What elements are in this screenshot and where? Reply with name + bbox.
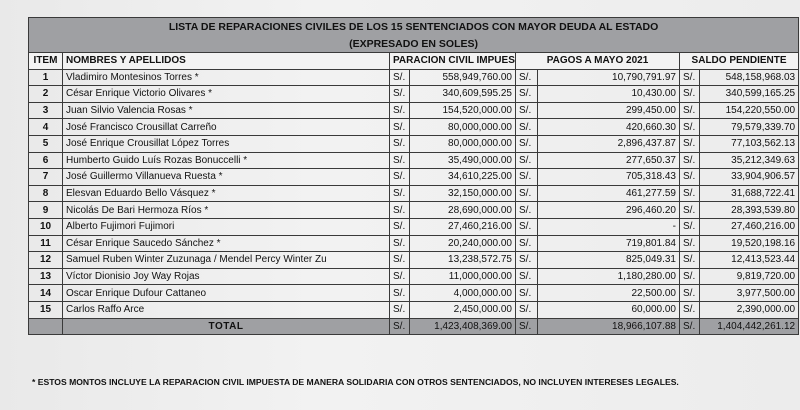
currency-symbol: S/.: [516, 301, 538, 318]
currency-symbol: S/.: [516, 152, 538, 169]
row-civil-reparation: 558,949,760.00: [410, 69, 516, 86]
row-payments: 277,650.37: [538, 152, 680, 169]
row-balance: 340,599,165.25: [700, 86, 799, 103]
row-payments: 461,277.59: [538, 185, 680, 202]
row-balance: 19,520,198.16: [700, 235, 799, 252]
currency-symbol: S/.: [516, 268, 538, 285]
table-row: [29, 86, 799, 103]
row-balance: 548,158,968.03: [700, 69, 799, 86]
row-civil-reparation: 11,000,000.00: [410, 268, 516, 285]
row-name: Víctor Dionisio Joy Way Rojas: [63, 268, 390, 285]
row-payments: 1,180,280.00: [538, 268, 680, 285]
row-payments: 825,049.31: [538, 252, 680, 269]
row-item-number: 8: [29, 185, 63, 202]
row-civil-reparation: 27,460,216.00: [410, 218, 516, 235]
currency-symbol: S/.: [390, 135, 410, 152]
currency-symbol: S/.: [680, 252, 700, 269]
total-row: [29, 318, 799, 335]
currency-symbol: S/.: [390, 169, 410, 186]
row-payments: 60,000.00: [538, 301, 680, 318]
currency-symbol: S/.: [516, 235, 538, 252]
row-balance: 35,212,349.63: [700, 152, 799, 169]
row-balance: 2,390,000.00: [700, 301, 799, 318]
row-name: Oscar Enrique Dufour Cattaneo: [63, 285, 390, 302]
currency-symbol: S/.: [680, 69, 700, 86]
currency-symbol: S/.: [680, 169, 700, 186]
row-balance: 77,103,562.13: [700, 135, 799, 152]
currency-symbol: S/.: [680, 268, 700, 285]
table-subtitle: (EXPRESADO EN SOLES): [29, 35, 799, 53]
row-payments: 296,460.20: [538, 202, 680, 219]
currency-symbol: S/.: [680, 102, 700, 119]
total-civil: 1,423,408,369.00: [410, 318, 516, 335]
currency-symbol: S/.: [390, 102, 410, 119]
row-item-number: 15: [29, 301, 63, 318]
row-balance: 28,393,539.80: [700, 202, 799, 219]
row-balance: 9,819,720.00: [700, 268, 799, 285]
row-civil-reparation: 28,690,000.00: [410, 202, 516, 219]
table-row: [29, 169, 799, 186]
row-item-number: 2: [29, 86, 63, 103]
row-name: Carlos Raffo Arce: [63, 301, 390, 318]
currency-symbol: S/.: [516, 285, 538, 302]
row-balance: 79,579,339.70: [700, 119, 799, 136]
row-name: Samuel Ruben Winter Zuzunaga / Mendel Percy Winter Zu: [63, 252, 390, 269]
row-payments: 719,801.84: [538, 235, 680, 252]
currency-symbol: S/.: [390, 152, 410, 169]
currency-symbol: S/.: [390, 119, 410, 136]
currency-symbol: S/.: [516, 318, 538, 335]
currency-symbol: S/.: [390, 185, 410, 202]
table-row: [29, 185, 799, 202]
table-row: [29, 218, 799, 235]
row-payments: 705,318.43: [538, 169, 680, 186]
row-name: José Francisco Crousillat Carreño: [63, 119, 390, 136]
currency-symbol: S/.: [680, 202, 700, 219]
table-title: LISTA DE REPARACIONES CIVILES DE LOS 15 SENTENCIADOS CON MAYOR DEUDA AL ESTADO: [29, 18, 799, 36]
total-spacer: [29, 318, 63, 335]
row-name: Alberto Fujimori Fujimori: [63, 218, 390, 235]
row-civil-reparation: 154,520,000.00: [410, 102, 516, 119]
currency-symbol: S/.: [516, 69, 538, 86]
header-balance: SALDO PENDIENTE: [680, 53, 799, 70]
row-civil-reparation: 80,000,000.00: [410, 135, 516, 152]
currency-symbol: S/.: [680, 301, 700, 318]
row-balance: 33,904,906.57: [700, 169, 799, 186]
table-row: [29, 252, 799, 269]
row-name: César Enrique Saucedo Sánchez *: [63, 235, 390, 252]
header-payments: PAGOS A MAYO 2021: [516, 53, 680, 70]
debt-table: [28, 17, 799, 335]
currency-symbol: S/.: [390, 318, 410, 335]
currency-symbol: S/.: [390, 218, 410, 235]
currency-symbol: S/.: [680, 285, 700, 302]
row-civil-reparation: 34,610,225.00: [410, 169, 516, 186]
currency-symbol: S/.: [516, 218, 538, 235]
row-civil-reparation: 340,609,595.25: [410, 86, 516, 103]
row-item-number: 4: [29, 119, 63, 136]
currency-symbol: S/.: [680, 218, 700, 235]
row-civil-reparation: 20,240,000.00: [410, 235, 516, 252]
table-row: [29, 102, 799, 119]
table-body: [29, 69, 799, 318]
currency-symbol: S/.: [390, 69, 410, 86]
row-item-number: 10: [29, 218, 63, 235]
row-payments: 10,430.00: [538, 86, 680, 103]
row-item-number: 5: [29, 135, 63, 152]
table-row: [29, 152, 799, 169]
row-name: José Guillermo Villanueva Ruesta *: [63, 169, 390, 186]
row-civil-reparation: 2,450,000.00: [410, 301, 516, 318]
row-balance: 12,413,523.44: [700, 252, 799, 269]
table-row: [29, 119, 799, 136]
currency-symbol: S/.: [516, 185, 538, 202]
currency-symbol: S/.: [680, 86, 700, 103]
row-name: José Enrique Crousillat López Torres: [63, 135, 390, 152]
currency-symbol: S/.: [516, 169, 538, 186]
row-civil-reparation: 80,000,000.00: [410, 119, 516, 136]
row-item-number: 12: [29, 252, 63, 269]
row-item-number: 14: [29, 285, 63, 302]
row-payments: 420,660.30: [538, 119, 680, 136]
row-balance: 27,460,216.00: [700, 218, 799, 235]
row-civil-reparation: 35,490,000.00: [410, 152, 516, 169]
row-name: Nicolás De Bari Hermoza Ríos *: [63, 202, 390, 219]
currency-symbol: S/.: [680, 119, 700, 136]
row-payments: 10,790,791.97: [538, 69, 680, 86]
currency-symbol: S/.: [680, 135, 700, 152]
header-item: ITEM: [29, 53, 63, 70]
row-balance: 31,688,722.41: [700, 185, 799, 202]
table-row: [29, 235, 799, 252]
currency-symbol: S/.: [680, 235, 700, 252]
header-row: [29, 53, 799, 70]
currency-symbol: S/.: [516, 86, 538, 103]
currency-symbol: S/.: [516, 119, 538, 136]
row-payments: 299,450.00: [538, 102, 680, 119]
table-row: [29, 268, 799, 285]
header-name: NOMBRES Y APELLIDOS: [63, 53, 390, 70]
row-payments: -: [538, 218, 680, 235]
row-item-number: 11: [29, 235, 63, 252]
row-item-number: 1: [29, 69, 63, 86]
currency-symbol: S/.: [390, 235, 410, 252]
currency-symbol: S/.: [390, 301, 410, 318]
row-item-number: 7: [29, 169, 63, 186]
currency-symbol: S/.: [516, 102, 538, 119]
row-name: Elesvan Eduardo Bello Vásquez *: [63, 185, 390, 202]
row-payments: 22,500.00: [538, 285, 680, 302]
row-balance: 3,977,500.00: [700, 285, 799, 302]
table-row: [29, 301, 799, 318]
header-civil-reparation: PARACION CIVIL IMPUES: [390, 53, 516, 70]
currency-symbol: S/.: [390, 268, 410, 285]
currency-symbol: S/.: [680, 152, 700, 169]
row-item-number: 9: [29, 202, 63, 219]
row-civil-reparation: 32,150,000.00: [410, 185, 516, 202]
row-civil-reparation: 4,000,000.00: [410, 285, 516, 302]
row-name: Humberto Guido Luís Rozas Bonuccelli *: [63, 152, 390, 169]
row-civil-reparation: 13,238,572.75: [410, 252, 516, 269]
row-name: Vladimiro Montesinos Torres *: [63, 69, 390, 86]
table-row: [29, 135, 799, 152]
currency-symbol: S/.: [390, 252, 410, 269]
table-row: [29, 285, 799, 302]
row-balance: 154,220,550.00: [700, 102, 799, 119]
currency-symbol: S/.: [390, 86, 410, 103]
table-row: [29, 69, 799, 86]
row-name: Juan Silvio Valencia Rosas *: [63, 102, 390, 119]
row-payments: 2,896,437.87: [538, 135, 680, 152]
total-payments: 18,966,107.88: [538, 318, 680, 335]
total-label: TOTAL: [63, 318, 390, 335]
currency-symbol: S/.: [390, 202, 410, 219]
currency-symbol: S/.: [680, 318, 700, 335]
currency-symbol: S/.: [516, 135, 538, 152]
row-name: César Enrique Victorio Olivares *: [63, 86, 390, 103]
row-item-number: 6: [29, 152, 63, 169]
currency-symbol: S/.: [390, 285, 410, 302]
currency-symbol: S/.: [516, 252, 538, 269]
currency-symbol: S/.: [516, 202, 538, 219]
row-item-number: 3: [29, 102, 63, 119]
row-item-number: 13: [29, 268, 63, 285]
total-balance: 1,404,442,261.12: [700, 318, 799, 335]
footnote: * ESTOS MONTOS INCLUYE LA REPARACION CIVIL IMPUESTA DE MANERA SOLIDARIA CON OTROS SENTENCIADOS, NO INCLUYEN INTERESES LEGALES.: [32, 377, 679, 387]
table-row: [29, 202, 799, 219]
currency-symbol: S/.: [680, 185, 700, 202]
